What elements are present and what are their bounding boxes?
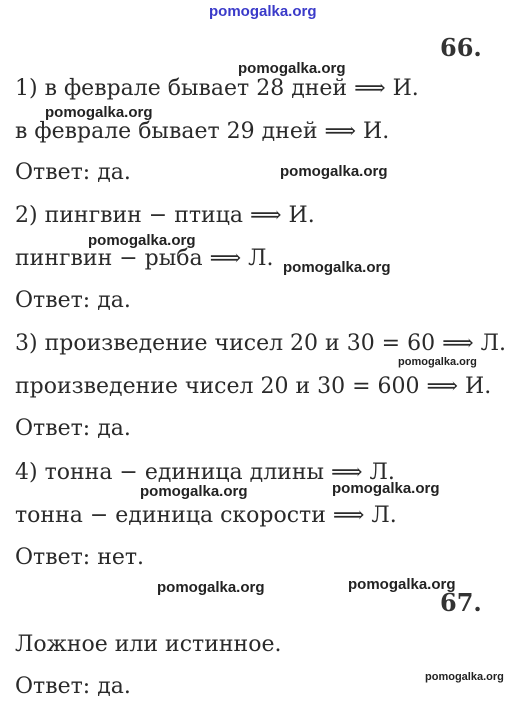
solution-line: в феврале бывает 29 дней ⟹ И. — [15, 119, 390, 144]
problem-number: 67. — [440, 588, 482, 617]
watermark: pomogalka.org — [425, 671, 504, 683]
answer-line: Ответ: да. — [15, 674, 131, 699]
watermark: pomogalka.org — [157, 579, 265, 596]
watermark: pomogalka.org — [45, 104, 153, 121]
watermark: pomogalka.org — [209, 3, 317, 20]
answer-line: Ответ: да. — [15, 288, 131, 313]
watermark: pomogalka.org — [88, 232, 196, 249]
problem-number: 66. — [440, 33, 482, 62]
watermark: pomogalka.org — [283, 259, 391, 276]
watermark: pomogalka.org — [398, 356, 477, 368]
watermark: pomogalka.org — [140, 483, 248, 500]
watermark: pomogalka.org — [238, 60, 346, 77]
solution-line: тонна − единица скорости ⟹ Л. — [15, 503, 397, 528]
solution-line: 4) тонна − единица длины ⟹ Л. — [15, 460, 395, 485]
solution-line: 2) пингвин − птица ⟹ И. — [15, 203, 315, 228]
solution-line: произведение чисел 20 и 30 = 600 ⟹ И. — [15, 374, 492, 399]
answer-line: Ответ: да. — [15, 160, 131, 185]
watermark: pomogalka.org — [348, 576, 456, 593]
answer-line: Ответ: да. — [15, 416, 131, 441]
answer-line: Ответ: нет. — [15, 545, 145, 570]
solution-line: пингвин − рыба ⟹ Л. — [15, 246, 274, 271]
solution-line: 3) произведение чисел 20 и 30 = 60 ⟹ Л. — [15, 331, 506, 356]
solution-line: 1) в феврале бывает 28 дней ⟹ И. — [15, 76, 419, 101]
solution-line: Ложное или истинное. — [15, 632, 282, 657]
watermark: pomogalka.org — [332, 480, 440, 497]
watermark: pomogalka.org — [280, 163, 388, 180]
